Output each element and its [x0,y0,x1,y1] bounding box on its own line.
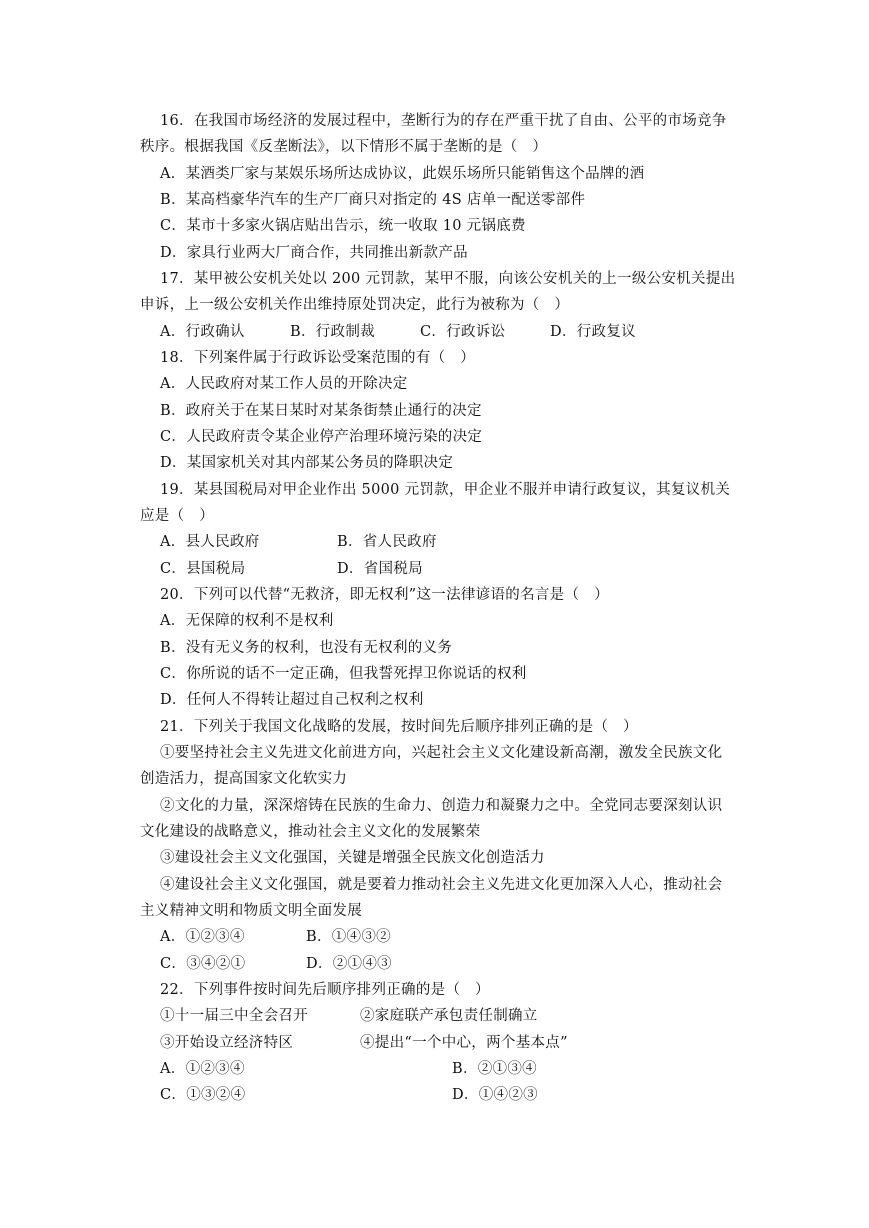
q21-item1-line2: 创造活力，提高国家文化软实力 [140,771,348,787]
q17-option-c: C．行政诉讼 [420,324,506,340]
q22-stem: 22．下列事件按时间先后顺序排列正确的是（ ） [160,982,490,998]
q21-item4-line1: ④建设社会主义文化强国，就是要着力推动社会主义先进文化更加深入人心，推动社会 [160,877,723,893]
q21-option-a: A．①②③④ [160,929,245,945]
q19-option-a: A．县人民政府 [160,534,260,550]
q17-option-d: D．行政复议 [550,324,636,340]
q19-option-b: B．省人民政府 [337,534,437,550]
q18-stem: 18．下列案件属于行政诉讼受案范围的有（ ） [160,350,476,366]
q22-option-c: C．①③②④ [160,1087,246,1103]
q16-option-d: D．家具行业两大厂商合作，共同推出新款产品 [160,245,468,261]
q22-item4: ④提出“一个中心，两个基本点” [360,1035,568,1051]
q16-option-b: B．某高档豪华汽车的生产厂商只对指定的 4S 店单一配送零部件 [160,192,586,208]
q20-stem: 20．下列可以代替“无救济，即无权利”这一法律谚语的名言是（ ） [160,587,609,603]
q22-option-a: A．①②③④ [160,1061,245,1077]
q16-stem-line1: 16．在我国市场经济的发展过程中，垄断行为的存在严重干扰了自由、公平的市场竞争 [160,113,727,129]
q19-option-d: D．省国税局 [337,561,423,577]
q20-option-c: C．你所说的话不一定正确，但我誓死捍卫你说话的权利 [160,666,527,682]
q22-option-b: B．②①③④ [452,1061,537,1077]
q18-option-b: B．政府关于在某日某时对某条街禁止通行的决定 [160,403,482,419]
q22-item1: ①十一届三中全会召开 [160,1008,308,1024]
q19-option-c: C．县国税局 [160,561,246,577]
q22-option-d: D．①④②③ [452,1087,538,1103]
q21-option-b: B．①④③② [306,929,391,945]
q20-option-a: A．无保障的权利不是权利 [160,613,334,629]
q17-option-a: A．行政确认 [160,324,245,340]
q17-option-b: B．行政制裁 [290,324,375,340]
q20-option-d: D．任何人不得转让超过自己权利之权利 [160,692,424,708]
q16-option-a: A．某酒类厂家与某娱乐场所达成协议，此娱乐场所只能销售这个品牌的酒 [160,166,645,182]
q21-option-c: C．③④②① [160,956,246,972]
q18-option-d: D．某国家机关对其内部某公务员的降职决定 [160,455,454,471]
q18-option-a: A．人民政府对某工作人员的开除决定 [160,376,408,392]
q17-stem-line1: 17．某甲被公安机关处以 200 元罚款，某甲不服，向该公安机关的上一级公安机关提出 [160,271,736,287]
q16-option-c: C．某市十多家火锅店贴出告示，统一收取 10 元锅底费 [160,218,526,234]
q21-item2-line1: ②文化的力量，深深熔铸在民族的生命力、创造力和凝聚力之中。全党同志要深刻认识 [160,798,723,814]
q21-option-d: D．②①④③ [306,956,392,972]
q21-item4-line2: 主义精神文明和物质文明全面发展 [140,903,362,919]
q22-item3: ③开始设立经济特区 [160,1035,294,1051]
q16-stem-line2: 秩序。根据我国《反垄断法》，以下情形不属于垄断的是（ ） [140,139,548,155]
q21-item2-line2: 文化建设的战略意义，推动社会主义文化的发展繁荣 [140,824,481,840]
q19-stem-line2: 应是（ ） [140,508,214,524]
q20-option-b: B．没有无义务的权利，也没有无权利的义务 [160,640,453,656]
q17-stem-line2: 申诉，上一级公安机关作出维持原处罚决定，此行为被称为（ ） [140,297,570,313]
q19-stem-line1: 19．某县国税局对甲企业作出 5000 元罚款，甲企业不服并申请行政复议，其复议机关 [160,482,731,498]
q18-option-c: C．人民政府责令某企业停产治理环境污染的决定 [160,429,483,445]
q22-item2: ②家庭联产承包责任制确立 [360,1008,538,1024]
q21-stem: 21．下列关于我国文化战略的发展，按时间先后顺序排列正确的是（ ） [160,719,638,735]
q21-item3: ③建设社会主义文化强国，关键是增强全民族文化创造活力 [160,850,545,866]
q21-item1-line1: ①要坚持社会主义先进文化前进方向，兴起社会主义文化建设新高潮，激发全民族文化 [160,745,723,761]
